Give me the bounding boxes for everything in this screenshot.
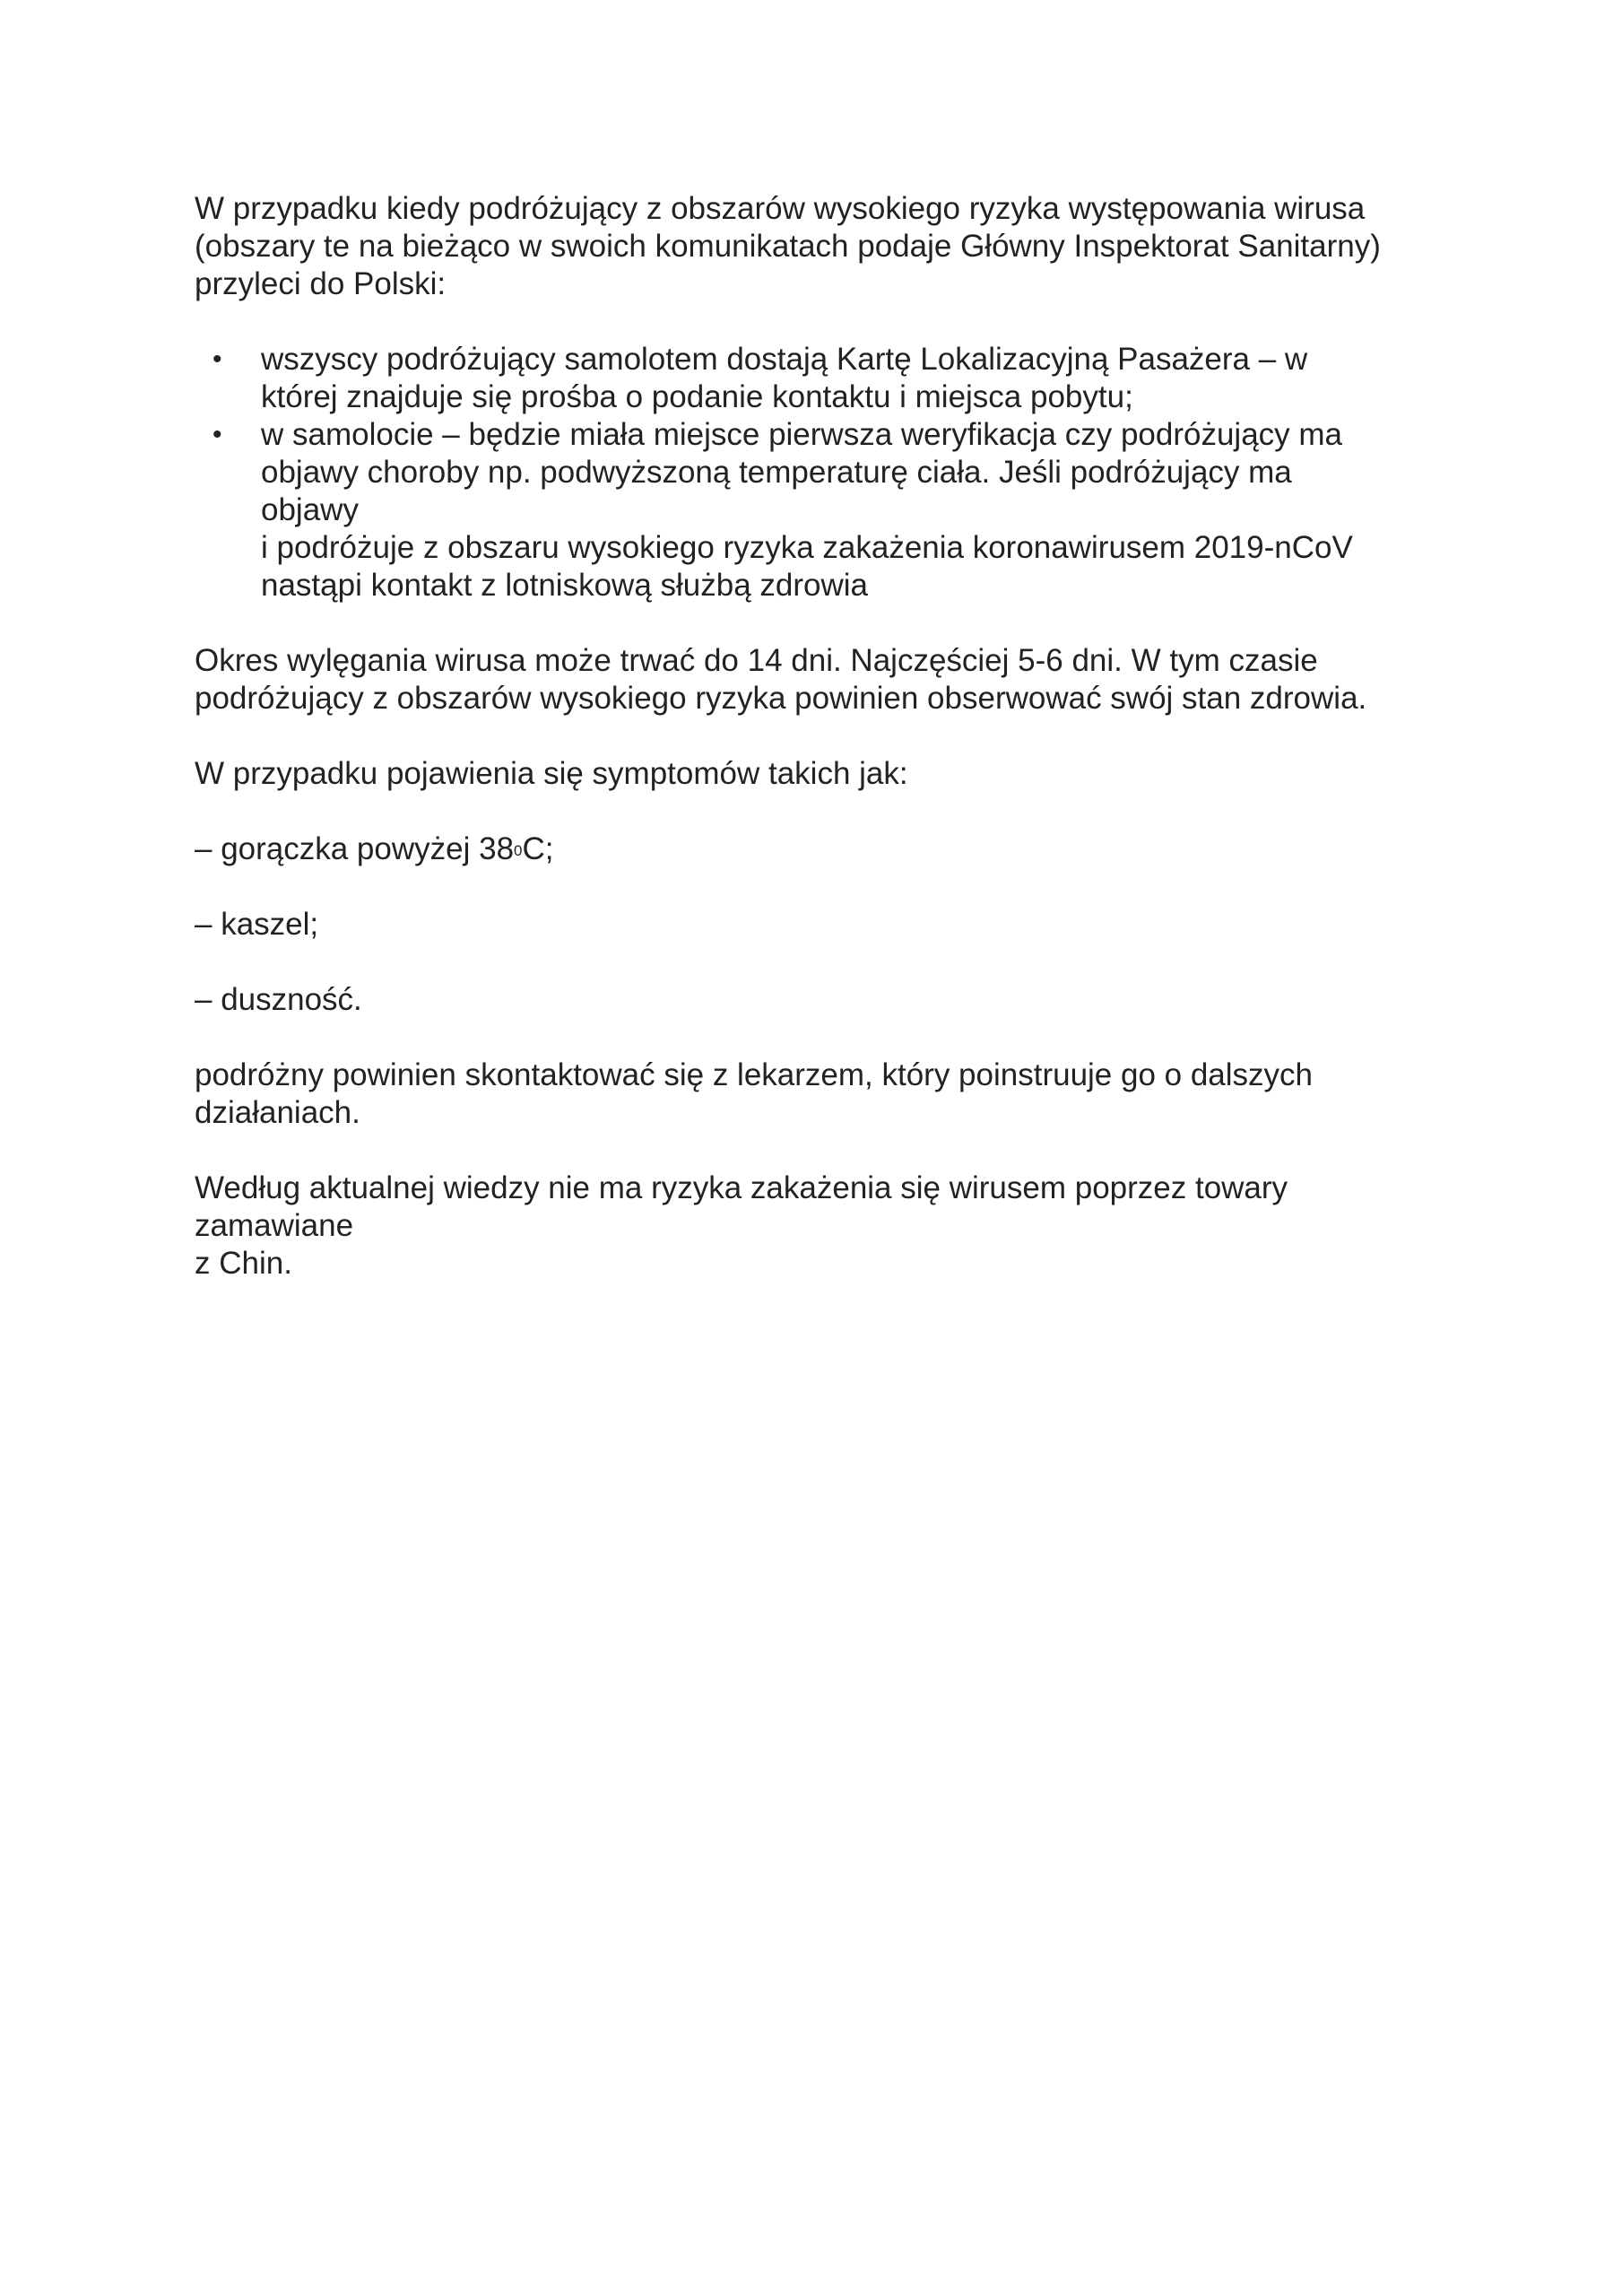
degree-sign: 0 — [514, 842, 523, 859]
text-line: podróżujący z obszarów wysokiego ryzyka powinien obserwować swój stan zdrowia. — [195, 681, 1367, 716]
bullet-icon: • — [213, 344, 222, 374]
text-line — [195, 831, 1468, 868]
paragraph-spacer — [195, 868, 1468, 906]
fever-unit: C; — [522, 831, 554, 866]
paragraph-spacer — [195, 718, 1468, 755]
symptom-dyspnea — [195, 981, 1468, 1019]
text-line: z Chin. — [195, 1246, 292, 1281]
doctor-paragraph — [195, 1057, 1468, 1132]
paragraph-spacer — [195, 944, 1468, 981]
text-line: działaniach. — [195, 1095, 360, 1130]
paragraph-spacer — [195, 604, 1468, 642]
text-line: i podróżuje z obszaru wysokiego ryzyka zakażenia koronawirusem 2019-nCoV — [261, 530, 1353, 565]
text-line: Według aktualnej wiedzy nie ma ryzyka zakażenia się wirusem poprzez towary — [195, 1170, 1288, 1205]
text-line: objawy — [261, 492, 359, 527]
text-line: objawy choroby np. podwyższoną temperaturę ciała. Jeśli podróżujący ma — [261, 455, 1292, 490]
bullet-list — [195, 341, 1468, 604]
fever-text: – gorączka powyżej 38 — [195, 831, 515, 866]
bullet-icon: • — [213, 420, 222, 449]
paragraph-spacer — [195, 1132, 1468, 1170]
text-line: podróżny powinien skontaktować się z lekarzem, który poinstruuje go o dalszych — [195, 1057, 1314, 1092]
text-line: wszyscy podróżujący samolotem dostają Kartę Lokalizacyjną Pasażera – w — [261, 342, 1308, 377]
text-line: W przypadku kiedy podróżujący z obszarów wysokiego ryzyka występowania wirusa — [195, 191, 1366, 226]
text-line: w samolocie – będzie miała miejsce pierwsza weryfikacja czy podróżujący ma — [261, 417, 1343, 452]
goods-paragraph — [195, 1170, 1468, 1283]
incubation-paragraph — [195, 642, 1468, 718]
paragraph-spacer — [195, 1019, 1468, 1057]
symptom-fever — [195, 831, 1468, 868]
text-line: – kaszel; — [195, 907, 319, 942]
text-line: – duszność. — [195, 982, 362, 1017]
text-line: (obszary te na bieżąco w swoich komunikatach podaje Główny Inspektorat Sanitarny) — [195, 229, 1381, 264]
bullet-item-verification — [195, 416, 1468, 604]
document-body — [195, 190, 1468, 1283]
bullet-item-passenger-card — [195, 341, 1468, 416]
intro-paragraph — [195, 190, 1468, 303]
text-line: Okres wylęgania wirusa może trwać do 14 dni. Najczęściej 5-6 dni. W tym czasie — [195, 643, 1318, 678]
text-line: zamawiane — [195, 1208, 354, 1243]
paragraph-spacer — [195, 793, 1468, 831]
text-line: przyleci do Polski: — [195, 266, 447, 301]
paragraph-spacer — [195, 303, 1468, 341]
text-line: W przypadku pojawienia się symptomów takich jak: — [195, 756, 908, 791]
symptoms-intro-paragraph — [195, 755, 1468, 793]
text-line: nastąpi kontakt z lotniskową służbą zdrowia — [261, 568, 869, 603]
symptom-cough — [195, 906, 1468, 944]
text-line: której znajduje się prośba o podanie kontaktu i miejsca pobytu; — [261, 379, 1133, 414]
